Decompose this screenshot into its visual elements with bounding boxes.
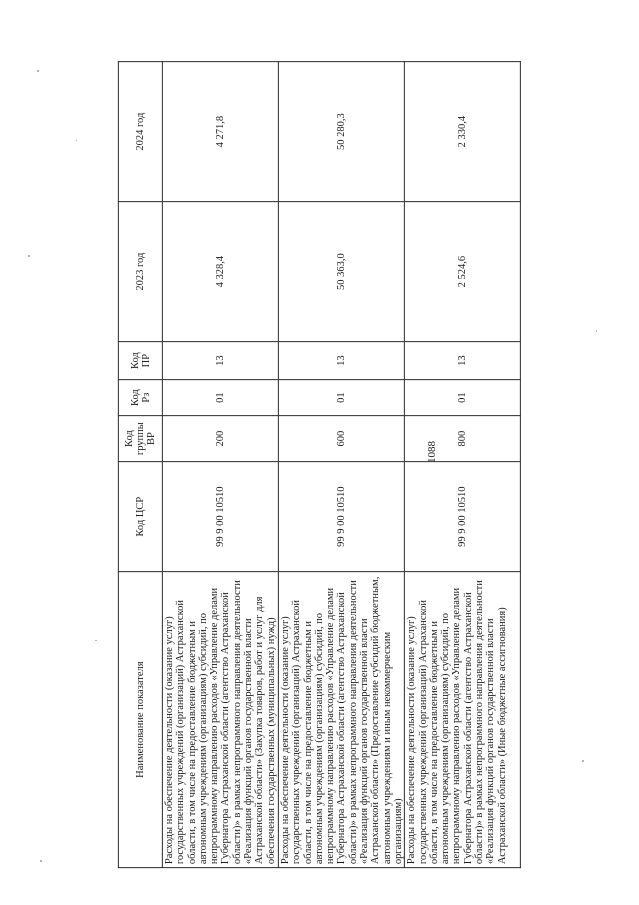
row-name: Расходы на обеспечение деятельности (оказание услуг) государственных учреждений (организаций) Астраханской области, в том числе на предоставление бюджетным и автономным учреждениям (организациям) субсидий, по непрограммному направлению расходов «Управление делами Губернатора Астраханской области (агентство Астраханской области)» в рамках непрограммного направления деятельности «Реализация функций органов государственной власти Астраханской области» (Закупка товаров, работ и услуг для обеспечения государственных (муниципальных) нужд) xyxy=(162,572,278,868)
header-vr-code: Код группы ВР xyxy=(118,416,162,462)
table-row xyxy=(162,62,278,868)
row-pr-code: 13 xyxy=(162,342,278,380)
budget-table xyxy=(118,61,521,868)
row-amount-2024: 2 330,4 xyxy=(405,62,521,202)
header-pr-code: Код ПР xyxy=(118,342,162,380)
scan-speck xyxy=(596,330,597,332)
scan-speck xyxy=(37,70,39,72)
scan-speck xyxy=(76,140,77,141)
row-amount-2024: 4 271,8 xyxy=(162,62,278,202)
row-amount-2023: 50 363,0 xyxy=(278,202,404,342)
table-row xyxy=(278,62,404,868)
row-amount-2023: 2 524,6 xyxy=(405,202,521,342)
row-amount-2024: 50 280,3 xyxy=(278,62,404,202)
row-vr-code: 800 xyxy=(405,416,521,462)
scan-speck xyxy=(582,760,584,762)
table-header-row xyxy=(118,62,162,868)
header-name: Наименование показателя xyxy=(118,572,162,868)
row-vr-code: 600 xyxy=(278,416,404,462)
header-2024: 2024 год xyxy=(118,62,162,202)
row-csr-code: 99 9 00 10510 xyxy=(162,462,278,572)
row-amount-2023: 4 328,4 xyxy=(162,202,278,342)
row-csr-code: 99 9 00 10510 xyxy=(278,462,404,572)
row-rz-code: 01 xyxy=(162,380,278,416)
header-csr-code: Код ЦСР xyxy=(118,462,162,572)
scan-speck xyxy=(28,255,30,257)
header-rz-code: Код Рз xyxy=(118,380,162,416)
table-row xyxy=(405,62,521,868)
scan-speck xyxy=(95,640,97,641)
scan-speck xyxy=(40,860,42,862)
row-rz-code: 01 xyxy=(405,380,521,416)
row-name: Расходы на обеспечение деятельности (оказание услуг) государственных учреждений (организаций) Астраханской области, в том числе на предоставление бюджетным и автономным учреждениям (организациям) субсидий, по непрограммному направлению расходов «Управление делами Губернатора Астраханской области (агентство Астраханской области)» в рамках непрограммного направления деятельности «Реализация функций органов государственной власти Астраханской области» (Предоставление субсидий бюджетным, автономным учреждениям и иным некоммерческим организациям) xyxy=(278,572,404,868)
row-rz-code: 01 xyxy=(278,380,404,416)
header-2023: 2023 год xyxy=(118,202,162,342)
row-csr-code: 99 9 00 10510 xyxy=(405,462,521,572)
page-number: 1088 xyxy=(426,441,438,463)
row-vr-code: 200 xyxy=(162,416,278,462)
row-name: Расходы на обеспечение деятельности (оказание услуг) государственных учреждений (организаций) Астраханской области, в том числе на предоставление бюджетным и автономным учреждениям (организациям) субсидий, по непрограммному направлению расходов «Управление делами Губернатора Астраханской области (агентство Астраханской области)» в рамках непрограммного направления деятельности «Реализация функций органов государственной власти Астраханской области» (Иные бюджетные ассигнования) xyxy=(405,572,521,868)
row-pr-code: 13 xyxy=(405,342,521,380)
row-pr-code: 13 xyxy=(278,342,404,380)
